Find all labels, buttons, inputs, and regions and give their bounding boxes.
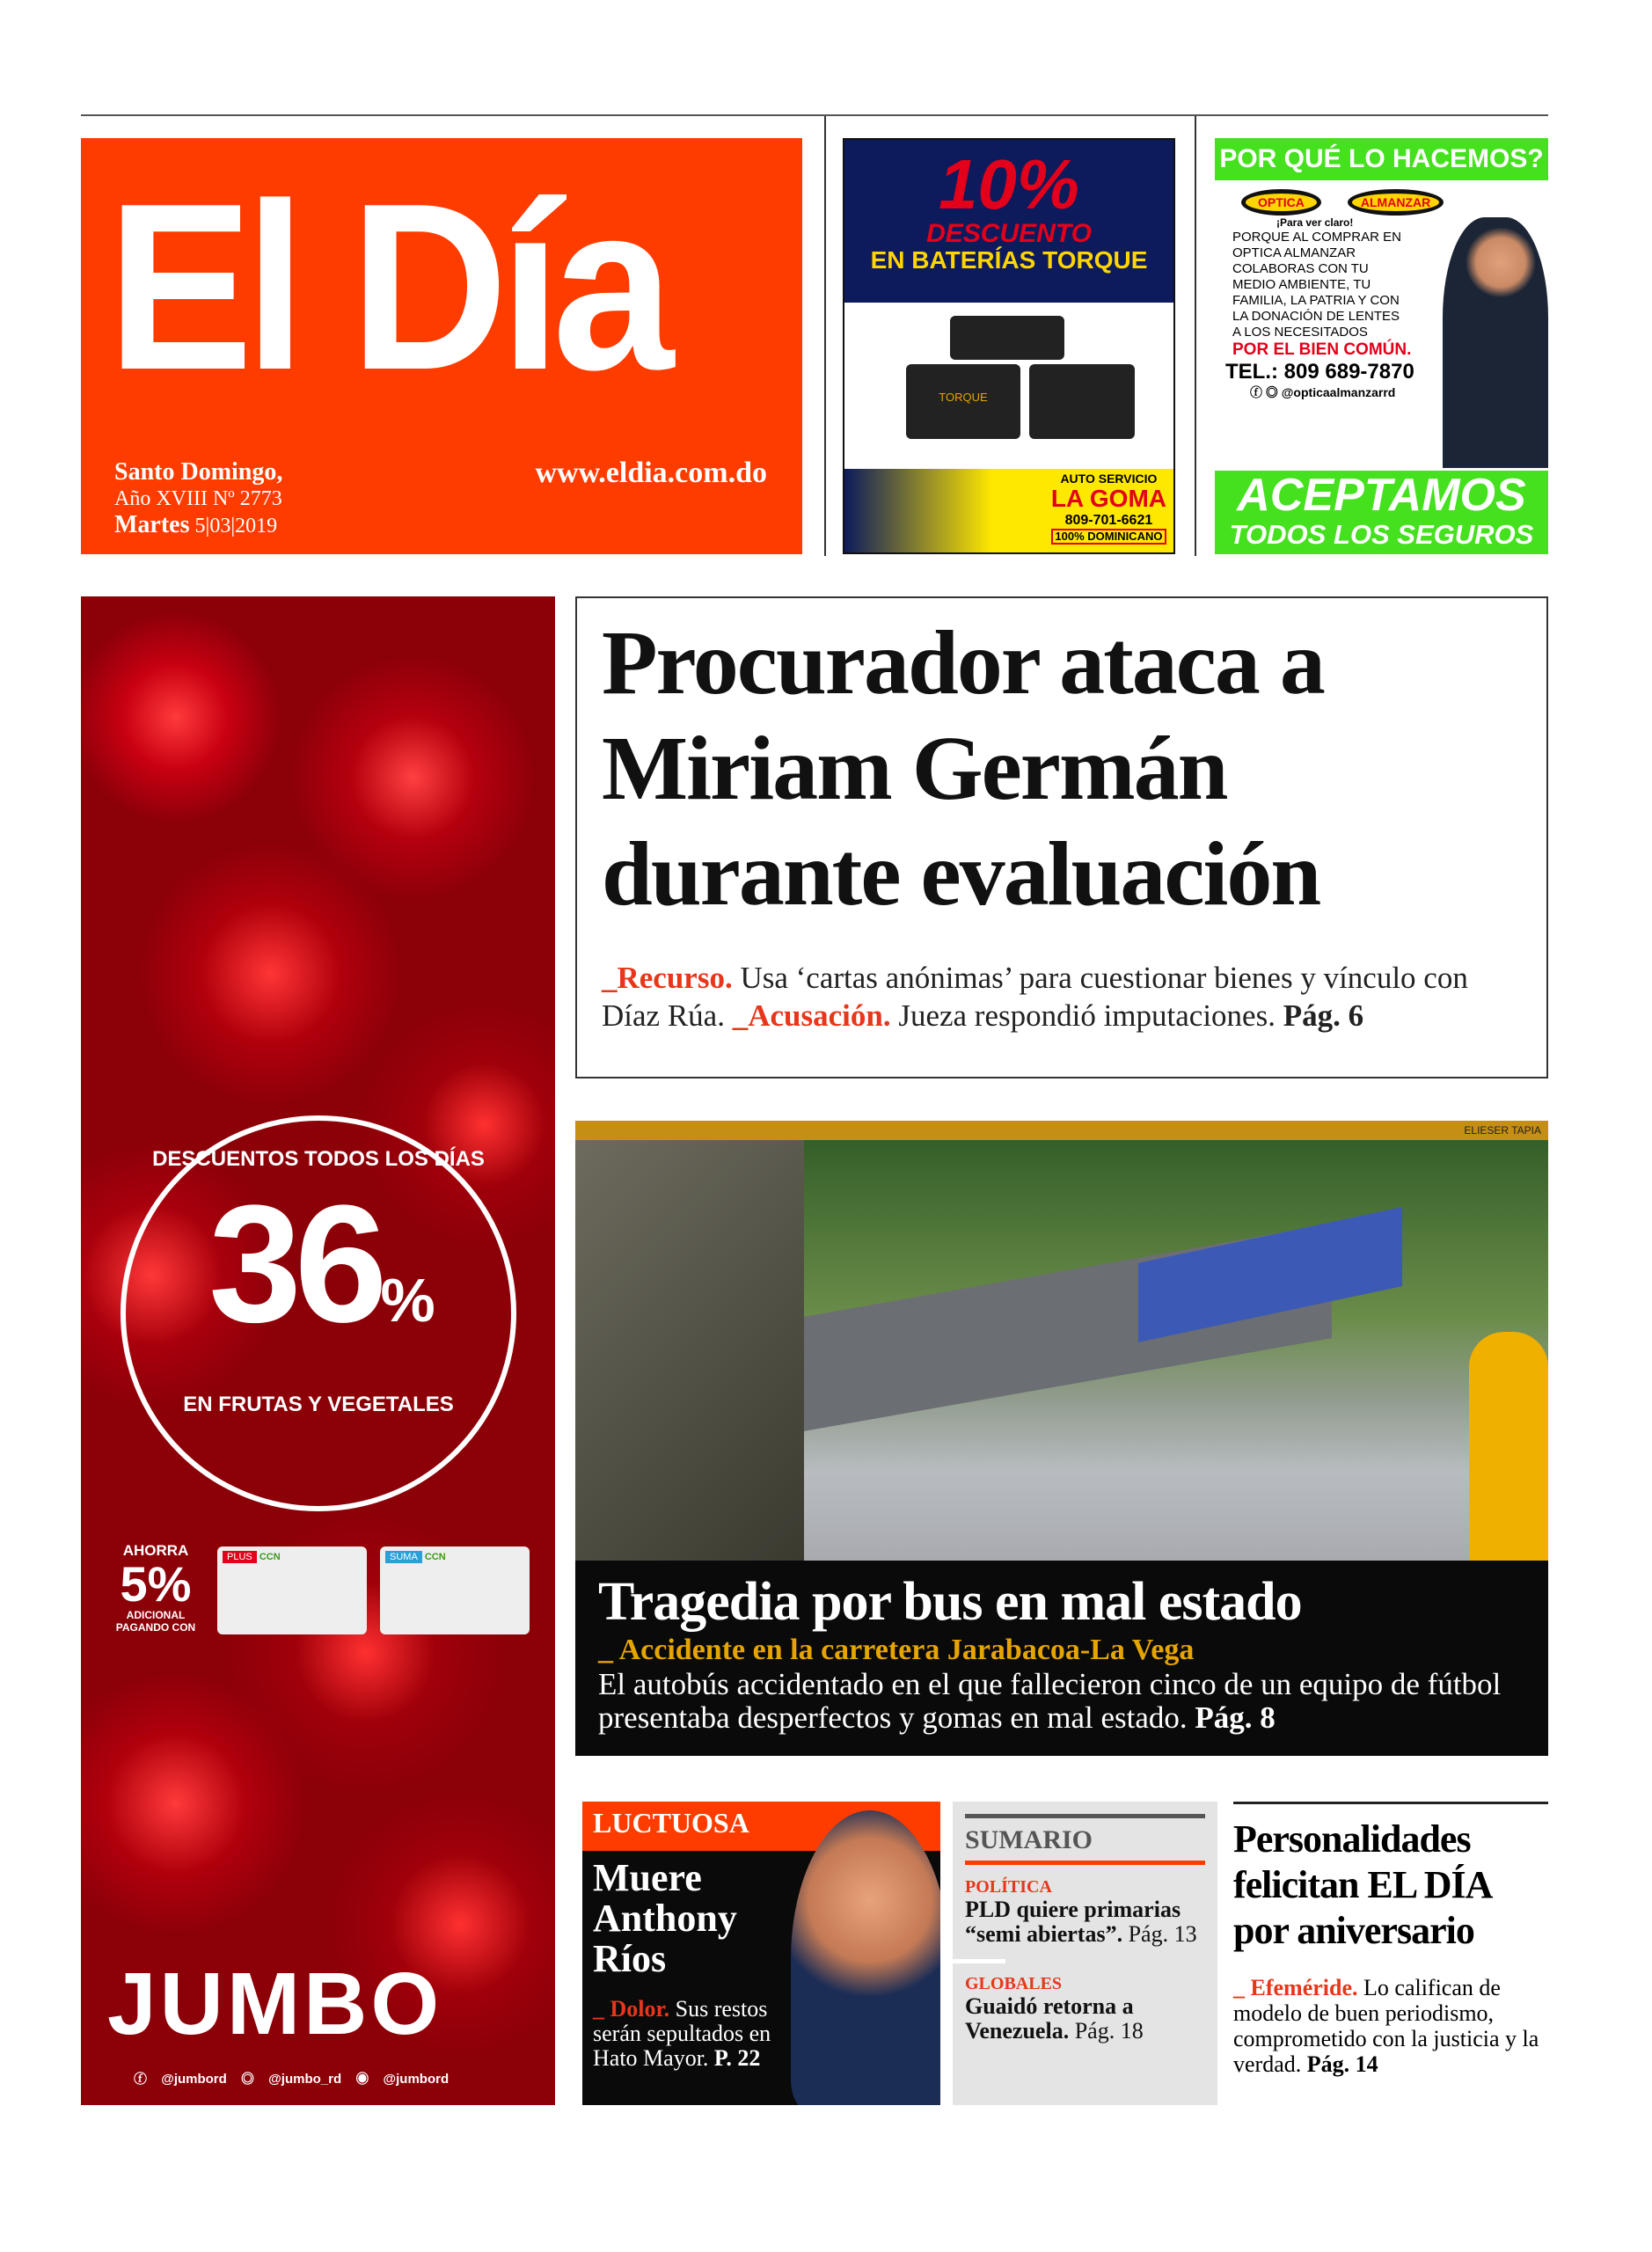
battery-image — [906, 364, 1020, 439]
ad-slogan: ¡Para ver claro! — [1276, 216, 1354, 229]
aniversario-story[interactable] — [1233, 1802, 1548, 2105]
optica-ad[interactable] — [1215, 138, 1548, 554]
sumario — [953, 1802, 1217, 2105]
facebook-icon: ⓕ — [134, 2072, 148, 2087]
torque-ad[interactable] — [843, 138, 1175, 554]
sumario-item[interactable]: POLÍTICA PLD quiere primarias “semi abiertas”. Pág. 13 — [965, 1877, 1197, 1947]
shop-label: AUTO SERVICIO — [1060, 472, 1158, 486]
banner-1: ACEPTAMOS — [1237, 470, 1526, 521]
facebook-icon: ⓕ — [1250, 385, 1262, 399]
accident-photo — [575, 1121, 1548, 1561]
website-link[interactable]: www.eldia.com.do — [535, 457, 767, 489]
ad-percent: 10% — [938, 145, 1080, 223]
aniversario-headline[interactable]: Personalidades felicitan EL DÍA por aniversario — [1233, 1817, 1491, 1952]
aniversario-body: _ Efeméride. Lo califican de modelo de buen periodismo, comprometido con la justicia y la verdad. Pág. 14 — [1233, 1975, 1539, 2077]
photo-headline[interactable]: Tragedia por bus en mal estado — [598, 1572, 1302, 1632]
discount-seal — [121, 1115, 516, 1511]
optica-logo: OPTICA ALMANZAR — [1241, 189, 1548, 216]
lead-headline[interactable]: Procurador ataca a Miriam Germán durante evaluación — [602, 612, 1324, 925]
jumbo-logo: JUMBO — [107, 1955, 443, 2053]
instagram-icon: ◎ — [240, 2072, 254, 2087]
ad-title: POR QUÉ LO HACEMOS? — [1215, 138, 1548, 180]
extra-savings — [107, 1542, 204, 1634]
luctuosa-headline[interactable]: Muere Anthony Ríos — [593, 1856, 737, 1980]
masthead — [81, 138, 802, 554]
sumario-item[interactable]: GLOBALES Guaidó retorna a Venezuela. Pág. 18 — [965, 1974, 1144, 2044]
column-rule — [1195, 116, 1196, 556]
column-rule — [824, 116, 826, 556]
luctuosa-story[interactable] — [582, 1802, 940, 2105]
weekday: Martes — [114, 511, 190, 538]
lead-summary: _Recurso. Usa ‘cartas anónimas’ para cuestionar bienes y vínculo con Díaz Rúa. _Acusación. Jueza respondió imputaciones. Pág. 6 — [602, 961, 1468, 1033]
ad-social — [1250, 384, 1548, 400]
battery-image — [1029, 364, 1135, 439]
save-sub: ADICIONAL PAGANDO CON — [115, 1609, 196, 1634]
seal-bottom-text: EN FRUTAS Y VEGETALES — [183, 1393, 454, 1416]
section-label: LUCTUOSA — [582, 1802, 940, 1851]
portrait-photo — [791, 1810, 940, 2105]
badge: 100% DOMINICANO — [1051, 529, 1166, 545]
seal-top-text: DESCUENTOS TODOS LOS DÍAS — [152, 1147, 485, 1171]
save-label: AHORRA — [122, 1542, 189, 1559]
ad-product: EN BATERÍAS TORQUE — [870, 246, 1148, 274]
banner-2: TODOS LOS SEGUROS — [1229, 519, 1534, 550]
twitter-icon: ◉ — [355, 2072, 369, 2087]
ad-discount: DESCUENTO — [926, 219, 1092, 248]
edition-info — [114, 459, 282, 539]
date: 5|03|2019 — [194, 515, 278, 537]
photo-credit: ELIESER TAPIA — [575, 1121, 1548, 1140]
photo-kicker: _ Accidente en la carretera Jarabacoa-La Vega — [598, 1634, 1195, 1666]
edition-number: Año XVIII Nº 2773 — [114, 487, 282, 510]
instagram-icon: ◎ — [1265, 385, 1278, 399]
seal-number: 36 — [208, 1171, 381, 1357]
shop-phone: 809-701-6621 — [1064, 513, 1153, 529]
plus-card: PLUS CCN — [217, 1546, 367, 1634]
ad-phone: TEL.: 809 689-7870 — [1225, 360, 1414, 384]
photo-caption[interactable] — [575, 1561, 1548, 1756]
battery-brand: TORQUE — [939, 391, 988, 404]
seal-percent: % — [380, 1266, 428, 1334]
photo-body: El autobús accidentado en el que fallecieron cinco de un equipo de fútbol presentaba desperfectos y gomas en mal estado. Pág. 8 — [598, 1667, 1502, 1735]
shop-name: LA GOMA — [1050, 485, 1166, 513]
sumario-title: SUMARIO — [965, 1825, 1093, 1854]
battery-image — [950, 316, 1064, 360]
save-percent: 5% — [120, 1556, 192, 1612]
suma-card: SUMA CCN — [380, 1546, 530, 1634]
city: Santo Domingo, — [114, 458, 283, 486]
jumbo-social: ⓕ @jumbord ◎ @jumbo_rd ◉ @jumbord — [134, 2072, 450, 2087]
luctuosa-body: _ Dolor. Sus restos serán sepultados en Hato Mayor. P. 22 — [593, 1996, 771, 2071]
ad-body: PORQUE AL COMPRAR EN OPTICA ALMANZAR COLABORAS CON TU MEDIO AMBIENTE, TU FAMILIA, LA PATRIA Y CON LA DONACIÓN DE LENTES A LOS NECESITADOS — [1232, 230, 1401, 340]
social-handle: @opticaalmanzarrd — [1281, 385, 1396, 399]
lead-story[interactable] — [575, 596, 1548, 1078]
ad-tag: POR EL BIEN COMÚN. — [1232, 340, 1412, 359]
jumbo-ad[interactable] — [81, 596, 555, 2105]
newspaper-logo: El Día — [107, 155, 667, 420]
top-rule — [81, 114, 1548, 116]
